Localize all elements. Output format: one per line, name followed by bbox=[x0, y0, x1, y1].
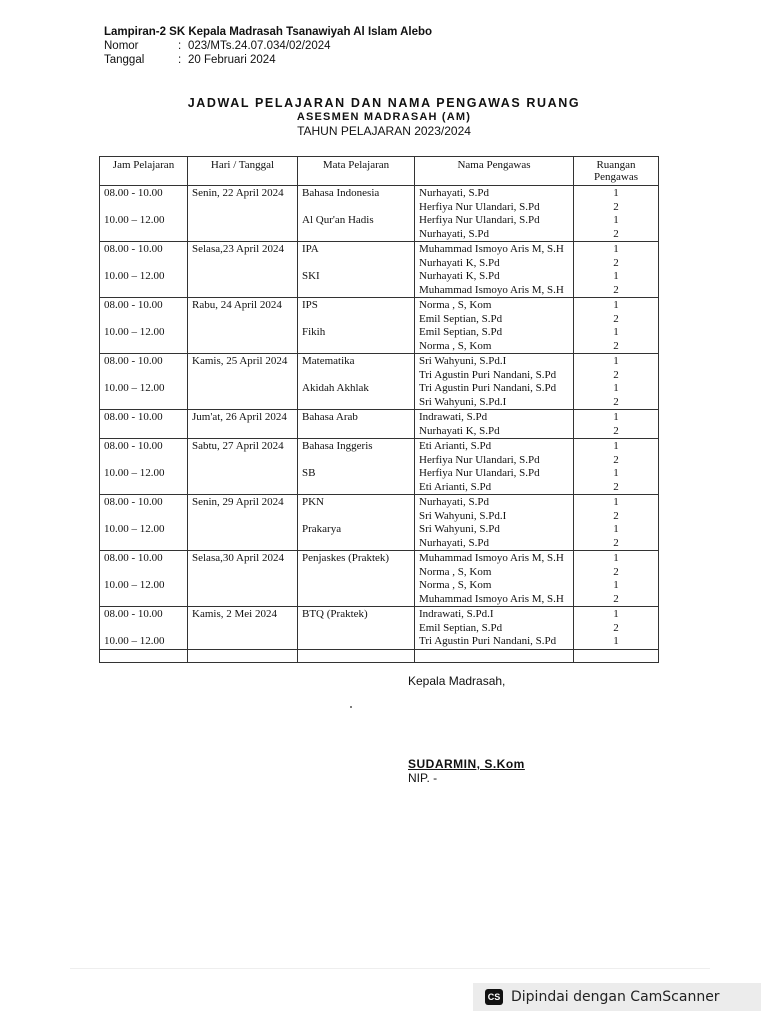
field-nomor bbox=[104, 39, 432, 53]
cell-pengawas bbox=[415, 495, 574, 551]
supervisor-name: Nurhayati, S.Pd bbox=[419, 536, 489, 549]
subject-name: IPS bbox=[302, 299, 318, 311]
cell-hari: Kamis, 25 April 2024 bbox=[188, 354, 298, 410]
room-number: 1 bbox=[613, 523, 619, 535]
header-pengawas: Nama Pengawas bbox=[415, 157, 574, 186]
supervisor-name: Tri Agustin Puri Nandani, S.Pd bbox=[419, 382, 557, 394]
empty-cell bbox=[188, 649, 298, 662]
cell-hari: Sabtu, 27 April 2024 bbox=[188, 439, 298, 495]
supervisor-name: Muhammad Ismoyo Aris M, S.H bbox=[419, 243, 564, 255]
cell-pengawas bbox=[415, 298, 574, 354]
room-number: 2 bbox=[613, 395, 619, 408]
subject-name: Al Qur'an Hadis bbox=[302, 213, 374, 226]
supervisor-name: Muhammad Ismoyo Aris M, S.H bbox=[419, 592, 564, 605]
room-number: 2 bbox=[613, 256, 619, 269]
empty-cell bbox=[298, 649, 415, 662]
subject-name: Fikih bbox=[302, 325, 326, 338]
time-slot: 10.00 – 12.00 bbox=[104, 325, 165, 338]
supervisor-name: Nurhayati, S.Pd bbox=[419, 496, 489, 508]
title-year: TAHUN PELAJARAN 2023/2024 bbox=[297, 124, 471, 138]
room-number: 2 bbox=[613, 283, 619, 296]
empty-cell bbox=[415, 649, 574, 662]
supervisor-name: Emil Septian, S.Pd bbox=[419, 326, 503, 338]
supervisor-name: Emil Septian, S.Pd bbox=[419, 312, 503, 325]
cell-mapel bbox=[298, 354, 415, 410]
field-value: 023/MTs.24.07.034/02/2024 bbox=[188, 40, 331, 52]
cell-jam bbox=[100, 410, 188, 439]
cell-jam bbox=[100, 242, 188, 298]
supervisor-name: Norma , S, Kom bbox=[419, 299, 492, 311]
time-slot: 08.00 - 10.00 bbox=[104, 496, 163, 508]
room-number: 2 bbox=[613, 621, 619, 634]
room-number: 2 bbox=[613, 592, 619, 605]
room-number: 2 bbox=[613, 424, 619, 437]
cell-mapel bbox=[298, 495, 415, 551]
supervisor-name: Indrawati, S.Pd.I bbox=[419, 608, 494, 620]
time-slot: 08.00 - 10.00 bbox=[104, 440, 163, 452]
header-ruang: Ruangan Pengawas bbox=[574, 157, 659, 186]
table-row bbox=[100, 551, 659, 607]
cell-mapel bbox=[298, 607, 415, 650]
cell-ruang bbox=[574, 439, 659, 495]
field-value: 20 Februari 2024 bbox=[188, 54, 276, 66]
header-mapel: Mata Pelajaran bbox=[298, 157, 415, 186]
room-number: 2 bbox=[613, 453, 619, 466]
time-slot: 10.00 – 12.00 bbox=[104, 634, 165, 647]
supervisor-name: Herfiya Nur Ulandari, S.Pd bbox=[419, 467, 540, 479]
subject-name: Matematika bbox=[302, 355, 355, 367]
cell-hari: Selasa,30 April 2024 bbox=[188, 551, 298, 607]
supervisor-name: Muhammad Ismoyo Aris M, S.H bbox=[419, 552, 564, 564]
time-slot: 10.00 – 12.00 bbox=[104, 269, 165, 282]
room-number: 1 bbox=[613, 326, 619, 338]
watermark-text: Dipindai dengan CamScanner bbox=[511, 989, 720, 1005]
header-hari: Hari / Tanggal bbox=[188, 157, 298, 186]
room-number: 1 bbox=[613, 270, 619, 282]
time-slot: 08.00 - 10.00 bbox=[104, 243, 163, 255]
subject-name: Prakarya bbox=[302, 522, 342, 535]
supervisor-name: Herfiya Nur Ulandari, S.Pd bbox=[419, 214, 540, 226]
cell-mapel bbox=[298, 439, 415, 495]
time-slot: 10.00 – 12.00 bbox=[104, 578, 165, 591]
document-header bbox=[104, 25, 432, 67]
cell-ruang bbox=[574, 298, 659, 354]
cell-mapel bbox=[298, 551, 415, 607]
supervisor-name: Nurhayati K, S.Pd bbox=[419, 270, 500, 282]
cell-ruang bbox=[574, 354, 659, 410]
room-number: 2 bbox=[613, 339, 619, 352]
supervisor-name: Nurhayati K, S.Pd bbox=[419, 424, 500, 437]
field-tanggal bbox=[104, 53, 432, 67]
supervisor-name: Eti Arianti, S.Pd bbox=[419, 440, 492, 452]
time-slot: 08.00 - 10.00 bbox=[104, 608, 163, 620]
table-row bbox=[100, 186, 659, 242]
table-row bbox=[100, 298, 659, 354]
supervisor-name: Norma , S, Kom bbox=[419, 579, 492, 591]
table-body bbox=[100, 186, 659, 650]
camscanner-watermark bbox=[473, 983, 761, 1011]
supervisor-name: Herfiya Nur Ulandari, S.Pd bbox=[419, 200, 540, 213]
subject-name: SKI bbox=[302, 269, 320, 282]
room-number: 1 bbox=[613, 187, 619, 199]
attachment-line: Lampiran-2 SK Kepala Madrasah Tsanawiyah Al Islam Alebo bbox=[104, 26, 433, 38]
time-slot: 10.00 – 12.00 bbox=[104, 522, 165, 535]
room-number: 2 bbox=[613, 565, 619, 578]
room-number: 1 bbox=[613, 440, 619, 452]
signature-nip: NIP. - bbox=[408, 771, 438, 785]
field-label: Nomor bbox=[104, 40, 139, 52]
room-number: 2 bbox=[613, 200, 619, 213]
table-row bbox=[100, 495, 659, 551]
cell-ruang bbox=[574, 186, 659, 242]
cell-hari: Jum'at, 26 April 2024 bbox=[188, 410, 298, 439]
room-number: 1 bbox=[613, 411, 619, 423]
supervisor-name: Herfiya Nur Ulandari, S.Pd bbox=[419, 453, 540, 466]
signatory-name: SUDARMIN, S.Kom bbox=[408, 757, 525, 771]
room-number: 1 bbox=[613, 355, 619, 367]
supervisor-name: Indrawati, S.Pd bbox=[419, 411, 488, 423]
camscanner-icon: CS bbox=[485, 989, 503, 1005]
supervisor-name: Norma , S, Kom bbox=[419, 339, 492, 352]
subject-name: PKN bbox=[302, 496, 325, 508]
room-number: 2 bbox=[613, 480, 619, 493]
cell-pengawas bbox=[415, 242, 574, 298]
cell-jam bbox=[100, 495, 188, 551]
cell-hari: Kamis, 2 Mei 2024 bbox=[188, 607, 298, 650]
cell-jam bbox=[100, 551, 188, 607]
table-row bbox=[100, 410, 659, 439]
subject-name: Penjaskes (Praktek) bbox=[302, 552, 390, 564]
cell-ruang bbox=[574, 551, 659, 607]
document-title bbox=[0, 96, 768, 138]
field-colon: : bbox=[178, 40, 182, 52]
cell-hari: Selasa,23 April 2024 bbox=[188, 242, 298, 298]
room-number: 1 bbox=[613, 382, 619, 394]
cell-pengawas bbox=[415, 186, 574, 242]
subject-name: Akidah Akhlak bbox=[302, 381, 369, 394]
table-empty-row bbox=[100, 649, 659, 662]
room-number: 1 bbox=[613, 299, 619, 311]
cell-ruang bbox=[574, 410, 659, 439]
cell-pengawas bbox=[415, 410, 574, 439]
room-number: 1 bbox=[613, 635, 619, 647]
header-jam: Jam Pelajaran bbox=[100, 157, 188, 186]
cell-jam bbox=[100, 439, 188, 495]
cell-ruang bbox=[574, 495, 659, 551]
scan-speck bbox=[350, 706, 352, 708]
time-slot: 08.00 - 10.00 bbox=[104, 552, 163, 564]
supervisor-name: Sri Wahyuni, S.Pd.I bbox=[419, 355, 507, 367]
supervisor-name: Muhammad Ismoyo Aris M, S.H bbox=[419, 283, 564, 296]
subject-name: Bahasa Inggeris bbox=[302, 440, 373, 452]
room-number: 1 bbox=[613, 608, 619, 620]
table-row bbox=[100, 439, 659, 495]
cell-jam bbox=[100, 186, 188, 242]
cell-mapel bbox=[298, 298, 415, 354]
room-number: 1 bbox=[613, 243, 619, 255]
time-slot: 08.00 - 10.00 bbox=[104, 299, 163, 311]
table-row bbox=[100, 354, 659, 410]
subject-name: Bahasa Indonesia bbox=[302, 187, 380, 199]
subject-name: Bahasa Arab bbox=[302, 411, 358, 423]
room-number: 1 bbox=[613, 552, 619, 564]
page-edge-line bbox=[70, 968, 710, 969]
room-number: 1 bbox=[613, 496, 619, 508]
cell-hari: Rabu, 24 April 2024 bbox=[188, 298, 298, 354]
cell-ruang bbox=[574, 242, 659, 298]
supervisor-name: Nurhayati, S.Pd bbox=[419, 187, 489, 199]
supervisor-name: Sri Wahyuni, S.Pd.I bbox=[419, 395, 507, 408]
title-sub: ASESMEN MADRASAH (AM) bbox=[296, 111, 472, 123]
table-header-row bbox=[100, 157, 659, 186]
time-slot: 10.00 – 12.00 bbox=[104, 466, 165, 479]
time-slot: 08.00 - 10.00 bbox=[104, 187, 163, 199]
cell-pengawas bbox=[415, 439, 574, 495]
room-number: 2 bbox=[613, 368, 619, 381]
room-number: 1 bbox=[613, 467, 619, 479]
room-number: 2 bbox=[613, 509, 619, 522]
cell-pengawas bbox=[415, 354, 574, 410]
supervisor-name: Nurhayati K, S.Pd bbox=[419, 256, 500, 269]
subject-name: IPA bbox=[302, 243, 319, 255]
subject-name: SB bbox=[302, 466, 316, 479]
cell-jam bbox=[100, 607, 188, 650]
signature-title: Kepala Madrasah, bbox=[408, 674, 506, 688]
empty-cell bbox=[100, 649, 188, 662]
supervisor-name: Norma , S, Kom bbox=[419, 565, 492, 578]
cell-hari: Senin, 29 April 2024 bbox=[188, 495, 298, 551]
cell-jam bbox=[100, 298, 188, 354]
room-number: 2 bbox=[613, 227, 619, 240]
supervisor-name: Emil Septian, S.Pd bbox=[419, 621, 503, 634]
title-main: JADWAL PELAJARAN DAN NAMA PENGAWAS RUANG bbox=[187, 96, 581, 110]
supervisor-name: Tri Agustin Puri Nandani, S.Pd bbox=[419, 635, 557, 647]
cell-pengawas bbox=[415, 551, 574, 607]
time-slot: 08.00 - 10.00 bbox=[104, 411, 163, 423]
field-colon: : bbox=[178, 54, 182, 66]
room-number: 1 bbox=[613, 579, 619, 591]
cell-pengawas bbox=[415, 607, 574, 650]
supervisor-name: Nurhayati, S.Pd bbox=[419, 227, 489, 240]
room-number: 2 bbox=[613, 536, 619, 549]
supervisor-name: Eti Arianti, S.Pd bbox=[419, 480, 492, 493]
cell-mapel bbox=[298, 186, 415, 242]
field-label: Tanggal bbox=[104, 54, 145, 66]
time-slot: 08.00 - 10.00 bbox=[104, 355, 163, 367]
schedule-table bbox=[99, 156, 659, 663]
signature-name bbox=[408, 757, 525, 771]
subject-name: BTQ (Praktek) bbox=[302, 608, 368, 620]
supervisor-name: Tri Agustin Puri Nandani, S.Pd bbox=[419, 368, 557, 381]
cell-hari: Senin, 22 April 2024 bbox=[188, 186, 298, 242]
room-number: 2 bbox=[613, 312, 619, 325]
supervisor-name: Sri Wahyuni, S.Pd.I bbox=[419, 509, 507, 522]
cell-mapel bbox=[298, 410, 415, 439]
empty-cell bbox=[574, 649, 659, 662]
table-row bbox=[100, 242, 659, 298]
table-row bbox=[100, 607, 659, 650]
time-slot: 10.00 – 12.00 bbox=[104, 213, 165, 226]
room-number: 1 bbox=[613, 214, 619, 226]
cell-jam bbox=[100, 354, 188, 410]
cell-ruang bbox=[574, 607, 659, 650]
supervisor-name: Sri Wahyuni, S.Pd bbox=[419, 523, 500, 535]
time-slot: 10.00 – 12.00 bbox=[104, 381, 165, 394]
cell-mapel bbox=[298, 242, 415, 298]
